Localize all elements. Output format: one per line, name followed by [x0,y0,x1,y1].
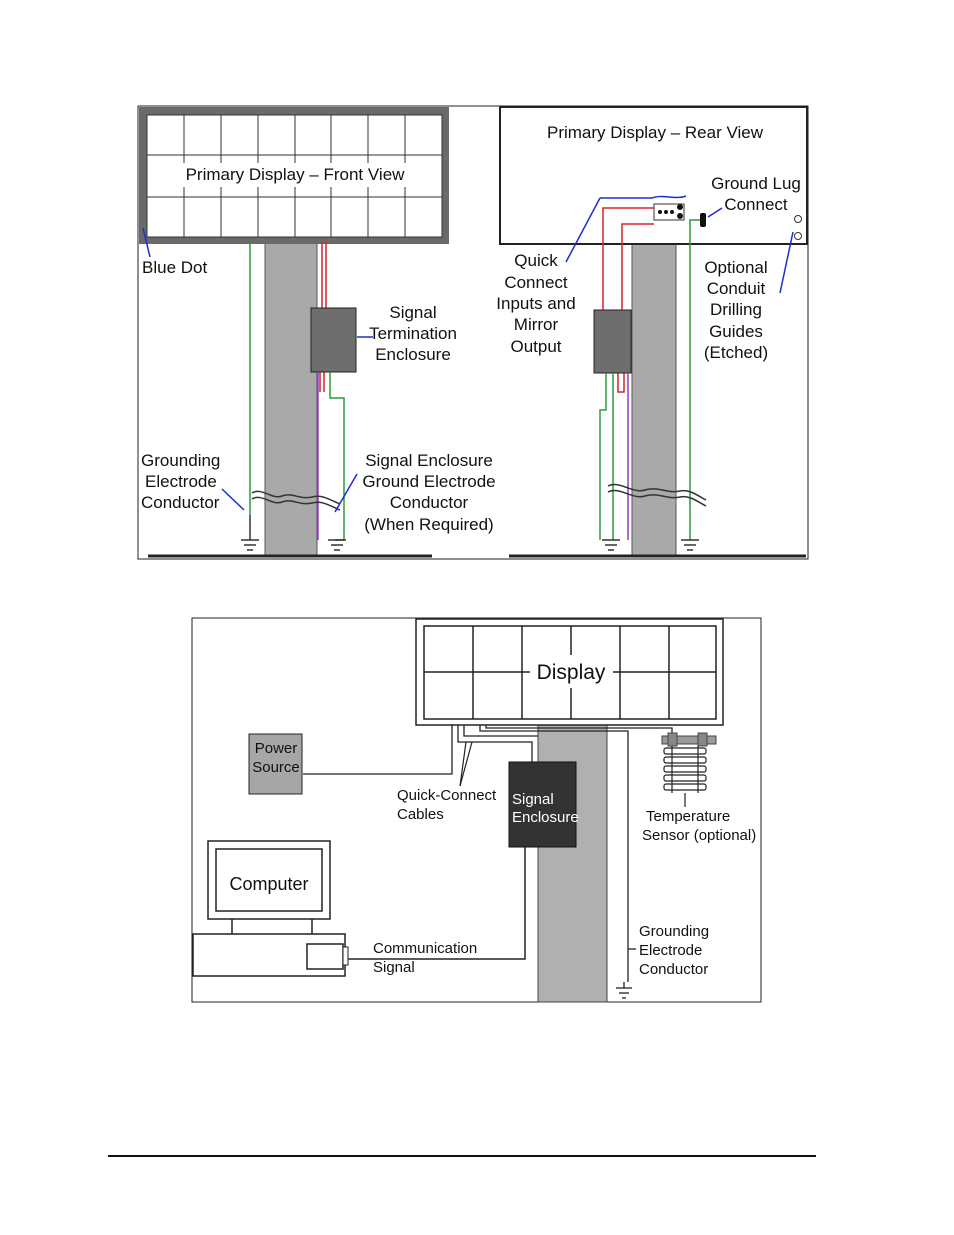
signal-ground-line-1: Signal Enclosure [365,451,493,470]
quick-connect-cables-line-1: Quick-Connect [397,787,497,804]
front-grounding-line-2: Electrode [145,472,217,491]
power-source-line-2: Source [252,759,300,776]
quick-connect-line-2: Connect [504,273,568,292]
front-grounding-line-3: Conductor [141,493,220,512]
conduit-label [704,258,768,362]
quick-connect-line-4: Mirror [513,315,559,334]
quick-connect-line-1: Quick [514,251,558,270]
bottom-figure [192,618,761,1002]
ground-lug-line-2: Connect [724,195,788,214]
ground-lug-line-1: Ground Lug [711,174,801,193]
signal-termination-line-1: Signal [389,303,437,322]
conduit-line-1: Optional [704,258,768,277]
signal-ground-line-2: Ground Electrode [362,472,496,491]
signal-ground-line-3: Conductor [389,493,469,512]
signal-enclosure-line-1: Signal [512,791,554,808]
communication-line-1: Communication [373,940,478,957]
bottom-grounding-line-1: Grounding [639,923,710,940]
conduit-line-4: Guides [709,322,763,341]
front-signal-enclosure [311,308,356,372]
communication-line-2: Signal [373,959,415,976]
rear-display-label: Primary Display – Rear View [546,123,764,142]
computer-port [343,947,348,965]
signal-enclosure-line-2: Enclosure [512,809,579,826]
rear-signal-enclosure [594,310,631,373]
conduit-line-5: (Etched) [703,343,769,362]
signal-termination-line-3: Enclosure [375,345,451,364]
display-label: Display [536,661,606,684]
conduit-line-2: Conduit [706,279,766,298]
computer-label: Computer [229,874,309,894]
ground-lug [700,213,706,227]
bottom-grounding-line-2: Electrode [639,942,703,959]
blue-dot-label: Blue Dot [142,258,208,277]
rear-pole [632,244,676,555]
front-pole [265,243,317,555]
quick-connect-cables-line-2: Cables [397,806,444,823]
top-figure [138,106,808,559]
power-source-line-1: Power [254,740,298,757]
conduit-hole-1 [795,216,802,223]
temperature-line-1: Temperature [646,808,731,825]
front-grounding-label [141,451,220,512]
conduit-line-3: Drilling [710,300,762,319]
quick-connect-line-5: Output [510,337,562,356]
front-grounding-line-1: Grounding [141,451,221,470]
signal-ground-line-4: (When Required) [364,515,494,534]
front-display-label: Primary Display – Front View [185,165,405,184]
computer-drive [307,944,343,969]
temperature-line-2: Sensor (optional) [642,827,757,844]
signal-termination-line-2: Termination [369,324,457,343]
quick-connect-line-3: Inputs and [496,294,576,313]
bottom-grounding-line-3: Conductor [639,961,709,978]
conduit-hole-2 [795,233,802,240]
